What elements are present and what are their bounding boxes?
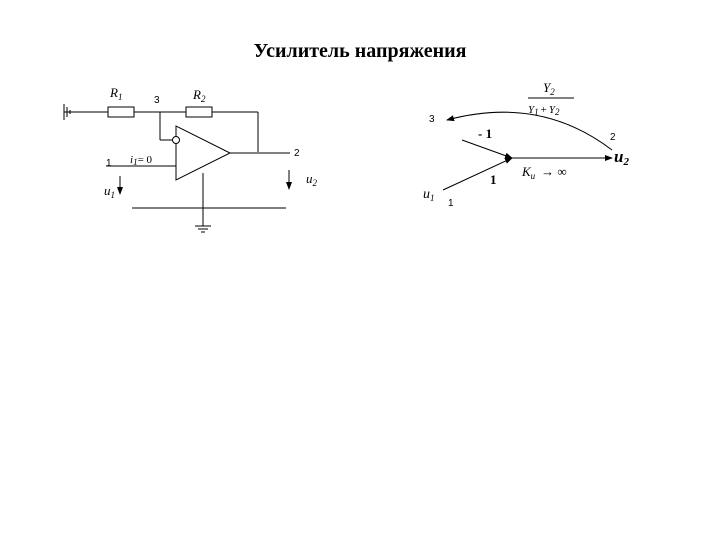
feedback-branch	[447, 112, 612, 150]
u1-label: $u_1$	[104, 183, 115, 200]
resistor-r1	[108, 107, 134, 117]
op-amp-triangle	[176, 126, 230, 180]
resistor-r2	[186, 107, 212, 117]
one-branch	[443, 158, 512, 190]
inverting-input-circle	[173, 137, 180, 144]
r1-label: $R_1$	[110, 85, 123, 102]
gain-denominator: Y1 + Y2	[528, 104, 560, 117]
graph-node-2: 2	[610, 132, 616, 143]
minus-one-label: - 1	[478, 126, 493, 141]
circuit-schematic	[64, 104, 290, 232]
r2-label: $R_2$	[193, 87, 206, 104]
graph-u2-label: u2	[614, 147, 629, 168]
k-label: $K_u$ → ∞	[522, 164, 567, 181]
i1-label: i1= 0	[130, 154, 153, 167]
minus-one-branch	[462, 140, 512, 158]
u2-label: $u_2$	[306, 171, 317, 188]
graph-node-1: 1	[448, 198, 454, 209]
circuit-node-2: 2	[294, 148, 300, 159]
page-title: Усилитель напряжения	[253, 40, 467, 62]
graph-node-3: 3	[429, 114, 435, 125]
ground-symbol-bottom	[195, 226, 211, 232]
gain-numerator: $Y_2$	[543, 80, 555, 97]
graph-u1-label: $u_1$	[423, 187, 435, 203]
circuit-node-3: 3	[154, 95, 160, 106]
one-label: 1	[490, 172, 497, 187]
circuit-node-1: 1	[106, 158, 112, 169]
